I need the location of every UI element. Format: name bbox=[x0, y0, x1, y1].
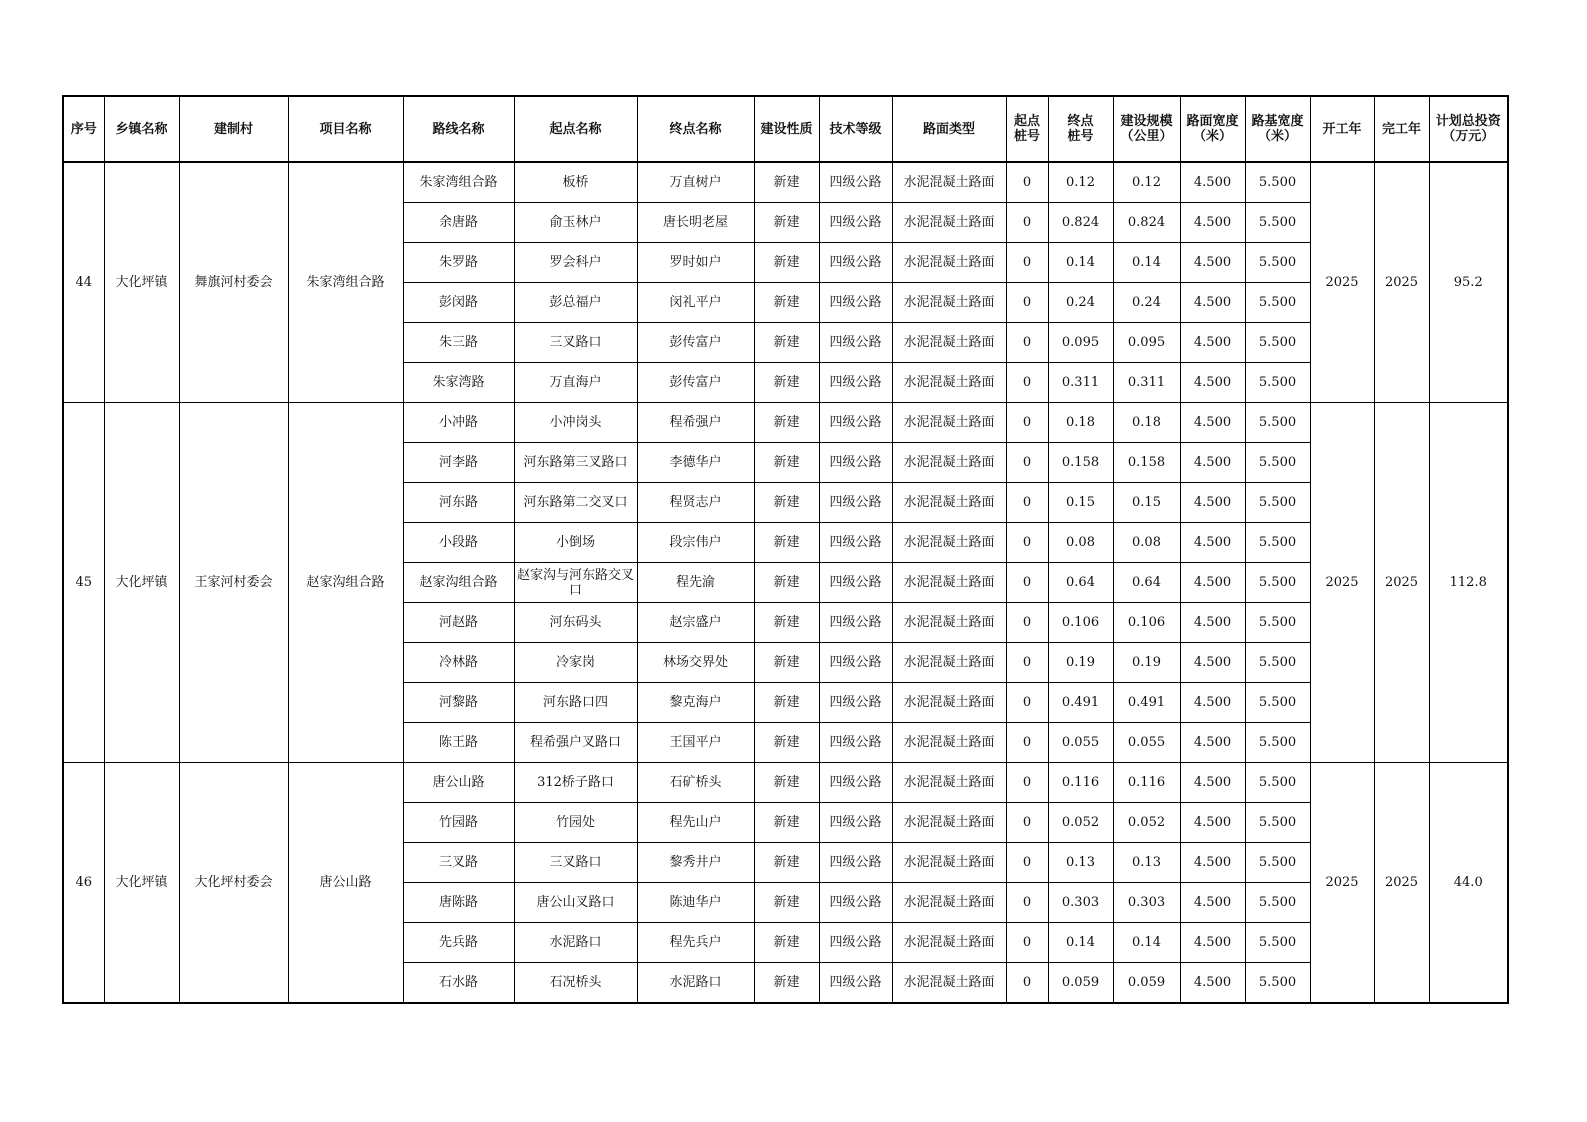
project-cell: 朱家湾组合路 bbox=[288, 162, 403, 403]
end-name-cell: 程先兵户 bbox=[637, 923, 754, 963]
grade-cell: 四级公路 bbox=[819, 203, 892, 243]
start-name-cell: 彭总福户 bbox=[514, 283, 637, 323]
start-name-cell: 三叉路口 bbox=[514, 323, 637, 363]
town-cell: 大化坪镇 bbox=[104, 763, 179, 1004]
base-width-cell: 5.500 bbox=[1245, 723, 1310, 763]
end-name-cell: 黎克海户 bbox=[637, 683, 754, 723]
start-stake-cell: 0 bbox=[1006, 763, 1048, 803]
start-name-cell: 唐公山叉路口 bbox=[514, 883, 637, 923]
route-name-cell: 三叉路 bbox=[403, 843, 514, 883]
scale-cell: 0.13 bbox=[1113, 843, 1180, 883]
end-name-cell: 程希强户 bbox=[637, 403, 754, 443]
start-stake-cell: 0 bbox=[1006, 363, 1048, 403]
nature-cell: 新建 bbox=[754, 203, 819, 243]
road-width-cell: 4.500 bbox=[1180, 162, 1245, 203]
end-name-cell: 王国平户 bbox=[637, 723, 754, 763]
end-stake-cell: 0.311 bbox=[1048, 363, 1113, 403]
road-width-cell: 4.500 bbox=[1180, 323, 1245, 363]
start-stake-cell: 0 bbox=[1006, 203, 1048, 243]
end-stake-cell: 0.824 bbox=[1048, 203, 1113, 243]
header-row bbox=[63, 96, 1508, 162]
scale-cell: 0.106 bbox=[1113, 603, 1180, 643]
route-name-cell: 先兵路 bbox=[403, 923, 514, 963]
end-stake-cell: 0.15 bbox=[1048, 483, 1113, 523]
route-name-cell: 陈王路 bbox=[403, 723, 514, 763]
start-name-cell: 河东路第三叉路口 bbox=[514, 443, 637, 483]
surface-cell: 水泥混凝土路面 bbox=[892, 523, 1006, 563]
nature-cell: 新建 bbox=[754, 843, 819, 883]
nature-cell: 新建 bbox=[754, 443, 819, 483]
grade-cell: 四级公路 bbox=[819, 603, 892, 643]
town-cell: 大化坪镇 bbox=[104, 162, 179, 403]
surface-cell: 水泥混凝土路面 bbox=[892, 883, 1006, 923]
end-stake-cell: 0.055 bbox=[1048, 723, 1113, 763]
header-investment: 计划总投资 （万元） bbox=[1429, 96, 1508, 162]
nature-cell: 新建 bbox=[754, 923, 819, 963]
surface-cell: 水泥混凝土路面 bbox=[892, 283, 1006, 323]
scale-cell: 0.18 bbox=[1113, 403, 1180, 443]
base-width-cell: 5.500 bbox=[1245, 923, 1310, 963]
grade-cell: 四级公路 bbox=[819, 243, 892, 283]
surface-cell: 水泥混凝土路面 bbox=[892, 763, 1006, 803]
seq-cell: 45 bbox=[63, 403, 104, 763]
start-stake-cell: 0 bbox=[1006, 403, 1048, 443]
base-width-cell: 5.500 bbox=[1245, 643, 1310, 683]
road-width-cell: 4.500 bbox=[1180, 683, 1245, 723]
header-end-name: 终点名称 bbox=[637, 96, 754, 162]
header-road-width: 路面宽度 （米） bbox=[1180, 96, 1245, 162]
investment-cell: 112.8 bbox=[1429, 403, 1508, 763]
road-width-cell: 4.500 bbox=[1180, 443, 1245, 483]
grade-cell: 四级公路 bbox=[819, 643, 892, 683]
nature-cell: 新建 bbox=[754, 523, 819, 563]
start-stake-cell: 0 bbox=[1006, 243, 1048, 283]
header-start-name: 起点名称 bbox=[514, 96, 637, 162]
start-name-cell: 万直海户 bbox=[514, 363, 637, 403]
start-name-cell: 罗会科户 bbox=[514, 243, 637, 283]
base-width-cell: 5.500 bbox=[1245, 323, 1310, 363]
start-stake-cell: 0 bbox=[1006, 323, 1048, 363]
scale-cell: 0.052 bbox=[1113, 803, 1180, 843]
grade-cell: 四级公路 bbox=[819, 563, 892, 603]
nature-cell: 新建 bbox=[754, 803, 819, 843]
road-width-cell: 4.500 bbox=[1180, 963, 1245, 1004]
end-stake-cell: 0.24 bbox=[1048, 283, 1113, 323]
grade-cell: 四级公路 bbox=[819, 683, 892, 723]
end-name-cell: 李德华户 bbox=[637, 443, 754, 483]
nature-cell: 新建 bbox=[754, 723, 819, 763]
end-name-cell: 林场交界处 bbox=[637, 643, 754, 683]
start-stake-cell: 0 bbox=[1006, 683, 1048, 723]
scale-cell: 0.116 bbox=[1113, 763, 1180, 803]
header-seq: 序号 bbox=[63, 96, 104, 162]
route-name-cell: 唐陈路 bbox=[403, 883, 514, 923]
start-name-cell: 板桥 bbox=[514, 162, 637, 203]
end-stake-cell: 0.14 bbox=[1048, 923, 1113, 963]
end-name-cell: 闵礼平户 bbox=[637, 283, 754, 323]
nature-cell: 新建 bbox=[754, 323, 819, 363]
table-body bbox=[63, 162, 1508, 1003]
surface-cell: 水泥混凝土路面 bbox=[892, 723, 1006, 763]
end-name-cell: 赵宗盛户 bbox=[637, 603, 754, 643]
header-start-stake: 起点 桩号 bbox=[1006, 96, 1048, 162]
start-name-cell: 312桥子路口 bbox=[514, 763, 637, 803]
nature-cell: 新建 bbox=[754, 963, 819, 1004]
route-name-cell: 朱家湾组合路 bbox=[403, 162, 514, 203]
start-stake-cell: 0 bbox=[1006, 603, 1048, 643]
grade-cell: 四级公路 bbox=[819, 443, 892, 483]
surface-cell: 水泥混凝土路面 bbox=[892, 563, 1006, 603]
nature-cell: 新建 bbox=[754, 603, 819, 643]
road-width-cell: 4.500 bbox=[1180, 483, 1245, 523]
route-name-cell: 小冲路 bbox=[403, 403, 514, 443]
route-name-cell: 朱罗路 bbox=[403, 243, 514, 283]
scale-cell: 0.311 bbox=[1113, 363, 1180, 403]
end-stake-cell: 0.158 bbox=[1048, 443, 1113, 483]
start-name-cell: 河东码头 bbox=[514, 603, 637, 643]
end-name-cell: 石矿桥头 bbox=[637, 763, 754, 803]
scale-cell: 0.14 bbox=[1113, 243, 1180, 283]
start-stake-cell: 0 bbox=[1006, 283, 1048, 323]
road-width-cell: 4.500 bbox=[1180, 763, 1245, 803]
surface-cell: 水泥混凝土路面 bbox=[892, 323, 1006, 363]
road-width-cell: 4.500 bbox=[1180, 883, 1245, 923]
surface-cell: 水泥混凝土路面 bbox=[892, 923, 1006, 963]
grade-cell: 四级公路 bbox=[819, 283, 892, 323]
nature-cell: 新建 bbox=[754, 162, 819, 203]
base-width-cell: 5.500 bbox=[1245, 683, 1310, 723]
scale-cell: 0.64 bbox=[1113, 563, 1180, 603]
header-grade: 技术等级 bbox=[819, 96, 892, 162]
road-width-cell: 4.500 bbox=[1180, 923, 1245, 963]
surface-cell: 水泥混凝土路面 bbox=[892, 243, 1006, 283]
scale-cell: 0.158 bbox=[1113, 443, 1180, 483]
header-village: 建制村 bbox=[179, 96, 288, 162]
start-name-cell: 小冲岗头 bbox=[514, 403, 637, 443]
base-width-cell: 5.500 bbox=[1245, 243, 1310, 283]
investment-cell: 95.2 bbox=[1429, 162, 1508, 403]
road-width-cell: 4.500 bbox=[1180, 643, 1245, 683]
start-name-cell: 小倒场 bbox=[514, 523, 637, 563]
road-width-cell: 4.500 bbox=[1180, 803, 1245, 843]
grade-cell: 四级公路 bbox=[819, 483, 892, 523]
start-year-cell: 2025 bbox=[1310, 162, 1374, 403]
end-stake-cell: 0.08 bbox=[1048, 523, 1113, 563]
nature-cell: 新建 bbox=[754, 483, 819, 523]
route-name-cell: 余唐路 bbox=[403, 203, 514, 243]
road-width-cell: 4.500 bbox=[1180, 203, 1245, 243]
scale-cell: 0.15 bbox=[1113, 483, 1180, 523]
start-name-cell: 赵家沟与河东路交叉口 bbox=[514, 563, 637, 603]
route-name-cell: 朱家湾路 bbox=[403, 363, 514, 403]
header-nature: 建设性质 bbox=[754, 96, 819, 162]
base-width-cell: 5.500 bbox=[1245, 763, 1310, 803]
grade-cell: 四级公路 bbox=[819, 763, 892, 803]
base-width-cell: 5.500 bbox=[1245, 603, 1310, 643]
end-name-cell: 水泥路口 bbox=[637, 963, 754, 1004]
header-start-year: 开工年 bbox=[1310, 96, 1374, 162]
end-stake-cell: 0.059 bbox=[1048, 963, 1113, 1004]
header-project: 项目名称 bbox=[288, 96, 403, 162]
end-name-cell: 程贤志户 bbox=[637, 483, 754, 523]
start-year-cell: 2025 bbox=[1310, 763, 1374, 1004]
header-base-width: 路基宽度 （米） bbox=[1245, 96, 1310, 162]
end-name-cell: 陈迪华户 bbox=[637, 883, 754, 923]
header-end-stake: 终点 桩号 bbox=[1048, 96, 1113, 162]
road-width-cell: 4.500 bbox=[1180, 723, 1245, 763]
surface-cell: 水泥混凝土路面 bbox=[892, 603, 1006, 643]
surface-cell: 水泥混凝土路面 bbox=[892, 963, 1006, 1004]
start-name-cell: 俞玉林户 bbox=[514, 203, 637, 243]
road-project-table bbox=[62, 95, 1509, 1004]
table-header bbox=[63, 96, 1508, 162]
start-stake-cell: 0 bbox=[1006, 162, 1048, 203]
grade-cell: 四级公路 bbox=[819, 323, 892, 363]
end-year-cell: 2025 bbox=[1374, 162, 1429, 403]
project-cell: 唐公山路 bbox=[288, 763, 403, 1004]
end-year-cell: 2025 bbox=[1374, 403, 1429, 763]
start-name-cell: 河东路第二交叉口 bbox=[514, 483, 637, 523]
route-name-cell: 石水路 bbox=[403, 963, 514, 1004]
surface-cell: 水泥混凝土路面 bbox=[892, 162, 1006, 203]
nature-cell: 新建 bbox=[754, 683, 819, 723]
grade-cell: 四级公路 bbox=[819, 523, 892, 563]
scale-cell: 0.19 bbox=[1113, 643, 1180, 683]
village-cell: 王家河村委会 bbox=[179, 403, 288, 763]
header-scale: 建设规模 （公里） bbox=[1113, 96, 1180, 162]
start-stake-cell: 0 bbox=[1006, 843, 1048, 883]
scale-cell: 0.059 bbox=[1113, 963, 1180, 1004]
base-width-cell: 5.500 bbox=[1245, 403, 1310, 443]
start-stake-cell: 0 bbox=[1006, 803, 1048, 843]
seq-cell: 46 bbox=[63, 763, 104, 1004]
table-row bbox=[63, 403, 1508, 443]
base-width-cell: 5.500 bbox=[1245, 883, 1310, 923]
seq-cell: 44 bbox=[63, 162, 104, 403]
route-name-cell: 冷林路 bbox=[403, 643, 514, 683]
end-name-cell: 程先山户 bbox=[637, 803, 754, 843]
header-route-name: 路线名称 bbox=[403, 96, 514, 162]
scale-cell: 0.824 bbox=[1113, 203, 1180, 243]
end-name-cell: 罗时如户 bbox=[637, 243, 754, 283]
end-stake-cell: 0.13 bbox=[1048, 843, 1113, 883]
village-cell: 大化坪村委会 bbox=[179, 763, 288, 1004]
grade-cell: 四级公路 bbox=[819, 963, 892, 1004]
table-row bbox=[63, 763, 1508, 803]
start-name-cell: 三叉路口 bbox=[514, 843, 637, 883]
end-stake-cell: 0.303 bbox=[1048, 883, 1113, 923]
surface-cell: 水泥混凝土路面 bbox=[892, 483, 1006, 523]
start-stake-cell: 0 bbox=[1006, 643, 1048, 683]
end-stake-cell: 0.12 bbox=[1048, 162, 1113, 203]
header-town: 乡镇名称 bbox=[104, 96, 179, 162]
surface-cell: 水泥混凝土路面 bbox=[892, 803, 1006, 843]
surface-cell: 水泥混凝土路面 bbox=[892, 683, 1006, 723]
scale-cell: 0.055 bbox=[1113, 723, 1180, 763]
base-width-cell: 5.500 bbox=[1245, 443, 1310, 483]
road-width-cell: 4.500 bbox=[1180, 403, 1245, 443]
road-width-cell: 4.500 bbox=[1180, 363, 1245, 403]
surface-cell: 水泥混凝土路面 bbox=[892, 403, 1006, 443]
base-width-cell: 5.500 bbox=[1245, 963, 1310, 1004]
surface-cell: 水泥混凝土路面 bbox=[892, 363, 1006, 403]
surface-cell: 水泥混凝土路面 bbox=[892, 203, 1006, 243]
scale-cell: 0.24 bbox=[1113, 283, 1180, 323]
village-cell: 舞旗河村委会 bbox=[179, 162, 288, 403]
route-name-cell: 河李路 bbox=[403, 443, 514, 483]
route-name-cell: 彭闵路 bbox=[403, 283, 514, 323]
end-stake-cell: 0.14 bbox=[1048, 243, 1113, 283]
base-width-cell: 5.500 bbox=[1245, 523, 1310, 563]
start-stake-cell: 0 bbox=[1006, 883, 1048, 923]
scale-cell: 0.08 bbox=[1113, 523, 1180, 563]
nature-cell: 新建 bbox=[754, 763, 819, 803]
grade-cell: 四级公路 bbox=[819, 883, 892, 923]
end-stake-cell: 0.095 bbox=[1048, 323, 1113, 363]
nature-cell: 新建 bbox=[754, 883, 819, 923]
grade-cell: 四级公路 bbox=[819, 723, 892, 763]
end-stake-cell: 0.19 bbox=[1048, 643, 1113, 683]
surface-cell: 水泥混凝土路面 bbox=[892, 843, 1006, 883]
nature-cell: 新建 bbox=[754, 283, 819, 323]
route-name-cell: 河黎路 bbox=[403, 683, 514, 723]
start-stake-cell: 0 bbox=[1006, 963, 1048, 1004]
surface-cell: 水泥混凝土路面 bbox=[892, 443, 1006, 483]
start-name-cell: 冷家岗 bbox=[514, 643, 637, 683]
end-name-cell: 黎秀井户 bbox=[637, 843, 754, 883]
start-stake-cell: 0 bbox=[1006, 523, 1048, 563]
nature-cell: 新建 bbox=[754, 643, 819, 683]
scale-cell: 0.14 bbox=[1113, 923, 1180, 963]
nature-cell: 新建 bbox=[754, 243, 819, 283]
road-width-cell: 4.500 bbox=[1180, 523, 1245, 563]
start-name-cell: 河东路口四 bbox=[514, 683, 637, 723]
route-name-cell: 唐公山路 bbox=[403, 763, 514, 803]
road-width-cell: 4.500 bbox=[1180, 843, 1245, 883]
route-name-cell: 竹园路 bbox=[403, 803, 514, 843]
base-width-cell: 5.500 bbox=[1245, 203, 1310, 243]
end-stake-cell: 0.052 bbox=[1048, 803, 1113, 843]
end-name-cell: 彭传富户 bbox=[637, 363, 754, 403]
end-stake-cell: 0.106 bbox=[1048, 603, 1113, 643]
nature-cell: 新建 bbox=[754, 403, 819, 443]
project-cell: 赵家沟组合路 bbox=[288, 403, 403, 763]
route-name-cell: 赵家沟组合路 bbox=[403, 563, 514, 603]
road-width-cell: 4.500 bbox=[1180, 243, 1245, 283]
start-stake-cell: 0 bbox=[1006, 563, 1048, 603]
end-name-cell: 段宗伟户 bbox=[637, 523, 754, 563]
start-name-cell: 水泥路口 bbox=[514, 923, 637, 963]
investment-cell: 44.0 bbox=[1429, 763, 1508, 1004]
end-name-cell: 唐长明老屋 bbox=[637, 203, 754, 243]
end-stake-cell: 0.116 bbox=[1048, 763, 1113, 803]
start-name-cell: 程希强户叉路口 bbox=[514, 723, 637, 763]
grade-cell: 四级公路 bbox=[819, 843, 892, 883]
road-width-cell: 4.500 bbox=[1180, 603, 1245, 643]
grade-cell: 四级公路 bbox=[819, 803, 892, 843]
route-name-cell: 朱三路 bbox=[403, 323, 514, 363]
route-name-cell: 河东路 bbox=[403, 483, 514, 523]
grade-cell: 四级公路 bbox=[819, 403, 892, 443]
base-width-cell: 5.500 bbox=[1245, 162, 1310, 203]
scale-cell: 0.12 bbox=[1113, 162, 1180, 203]
start-stake-cell: 0 bbox=[1006, 923, 1048, 963]
scale-cell: 0.095 bbox=[1113, 323, 1180, 363]
grade-cell: 四级公路 bbox=[819, 162, 892, 203]
surface-cell: 水泥混凝土路面 bbox=[892, 643, 1006, 683]
scale-cell: 0.303 bbox=[1113, 883, 1180, 923]
route-name-cell: 河赵路 bbox=[403, 603, 514, 643]
end-stake-cell: 0.491 bbox=[1048, 683, 1113, 723]
end-name-cell: 程先渝 bbox=[637, 563, 754, 603]
base-width-cell: 5.500 bbox=[1245, 283, 1310, 323]
header-end-year: 完工年 bbox=[1374, 96, 1429, 162]
start-stake-cell: 0 bbox=[1006, 723, 1048, 763]
nature-cell: 新建 bbox=[754, 563, 819, 603]
scale-cell: 0.491 bbox=[1113, 683, 1180, 723]
base-width-cell: 5.500 bbox=[1245, 483, 1310, 523]
end-year-cell: 2025 bbox=[1374, 763, 1429, 1004]
base-width-cell: 5.500 bbox=[1245, 843, 1310, 883]
end-stake-cell: 0.64 bbox=[1048, 563, 1113, 603]
base-width-cell: 5.500 bbox=[1245, 363, 1310, 403]
grade-cell: 四级公路 bbox=[819, 363, 892, 403]
town-cell: 大化坪镇 bbox=[104, 403, 179, 763]
grade-cell: 四级公路 bbox=[819, 923, 892, 963]
nature-cell: 新建 bbox=[754, 363, 819, 403]
end-name-cell: 彭传富户 bbox=[637, 323, 754, 363]
header-surface: 路面类型 bbox=[892, 96, 1006, 162]
route-name-cell: 小段路 bbox=[403, 523, 514, 563]
end-stake-cell: 0.18 bbox=[1048, 403, 1113, 443]
road-width-cell: 4.500 bbox=[1180, 563, 1245, 603]
start-name-cell: 竹园处 bbox=[514, 803, 637, 843]
base-width-cell: 5.500 bbox=[1245, 803, 1310, 843]
start-name-cell: 石况桥头 bbox=[514, 963, 637, 1004]
start-stake-cell: 0 bbox=[1006, 483, 1048, 523]
start-year-cell: 2025 bbox=[1310, 403, 1374, 763]
road-width-cell: 4.500 bbox=[1180, 283, 1245, 323]
start-stake-cell: 0 bbox=[1006, 443, 1048, 483]
end-name-cell: 万直树户 bbox=[637, 162, 754, 203]
table-row bbox=[63, 162, 1508, 203]
base-width-cell: 5.500 bbox=[1245, 563, 1310, 603]
